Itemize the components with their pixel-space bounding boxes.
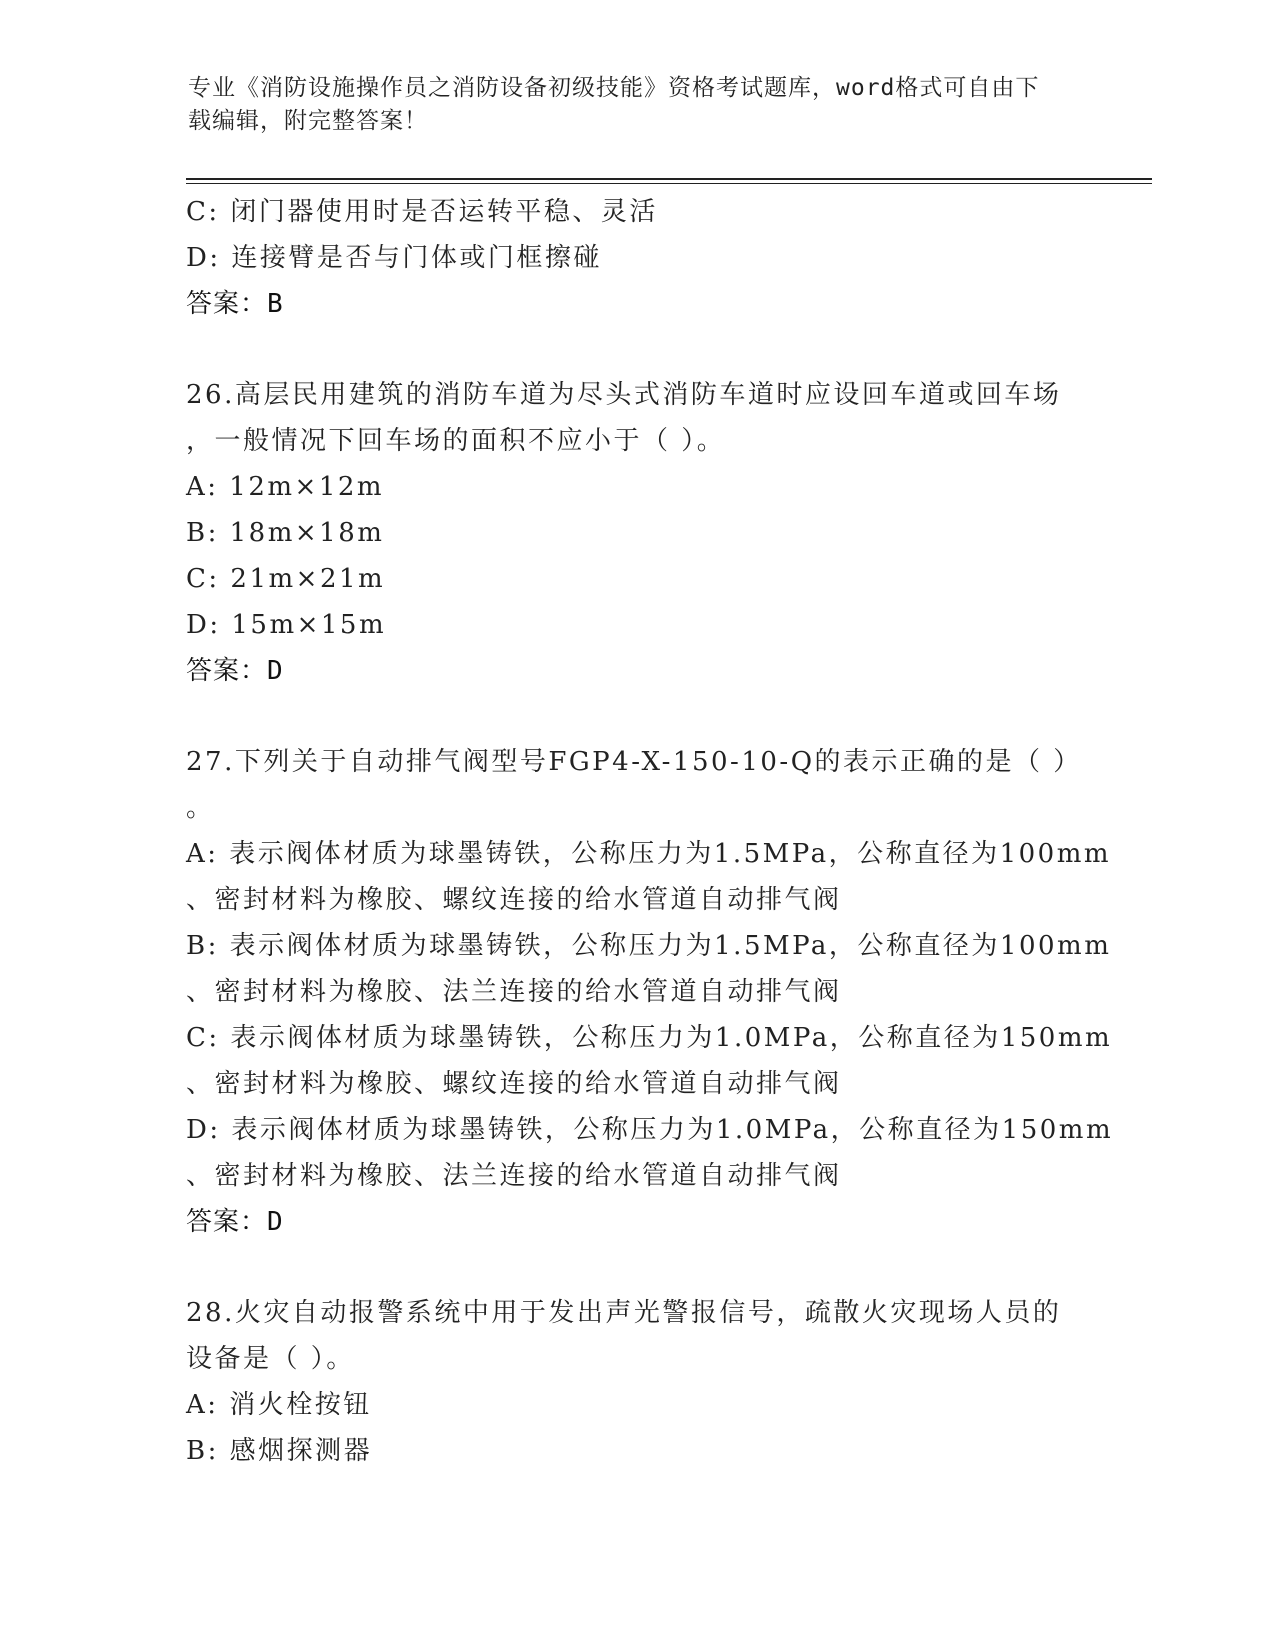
option-d: D: 15m×15m [186,610,387,640]
option-a: A: 12m×12m [186,472,385,502]
answer-line: 答案：B [186,289,284,319]
question-stem-line: 设备是（ ）。 [186,1344,355,1374]
question-stem-line: 26.高层民用建筑的消防车道为尽头式消防车道时应设回车道或回车场 [186,380,1062,410]
question-gap [186,1245,1086,1290]
question-gap [186,694,1086,739]
question-28-stem [186,1290,1066,1382]
document-header [188,72,1088,138]
header-line-1: 专业《消防设施操作员之消防设备初级技能》资格考试题库，word格式可自由下 [188,75,1040,101]
option-c: C: 闭门器使用时是否运转平稳、灵活 [186,197,658,227]
question-content [186,189,1114,1474]
option-b: B: 18m×18m [186,518,385,548]
option-c-continued: 、密封材料为橡胶、螺纹连接的给水管道自动排气阀 [186,1069,842,1099]
option-b: B: 感烟探测器 [186,1436,373,1466]
question-stem-line: 27.下列关于自动排气阀型号FGP4-X-150-10-Q的表示正确的是（ ） [186,747,1082,777]
header-divider-thin [186,183,1152,184]
answer-line: 答案：D [186,656,284,686]
option-b: B: 表示阀体材质为球墨铸铁，公称压力为1.5MPa，公称直径为100mm [186,931,1112,961]
option-d: D: 连接臂是否与门体或门框擦碰 [186,243,602,273]
option-a: A: 消火栓按钮 [186,1390,372,1420]
option-c: C: 表示阀体材质为球墨铸铁，公称压力为1.0MPa，公称直径为150mm [186,1023,1113,1053]
option-a: A: 表示阀体材质为球墨铸铁，公称压力为1.5MPa，公称直径为100mm [186,839,1112,869]
question-27-stem [186,739,1082,831]
question-stem-line: ，一般情况下回车场的面积不应小于（ ）。 [186,426,726,456]
option-b-continued: 、密封材料为橡胶、法兰连接的给水管道自动排气阀 [186,977,842,1007]
question-stem-line: 。 [186,793,215,823]
question-gap [186,327,1086,372]
header-line-2: 载编辑，附完整答案！ [188,108,428,134]
option-c: C: 21m×21m [186,564,386,594]
question-stem-line: 28.火灾自动报警系统中用于发出声光警报信号，疏散火灾现场人员的 [186,1298,1062,1328]
question-26-stem [186,372,1066,464]
option-d-continued: 、密封材料为橡胶、法兰连接的给水管道自动排气阀 [186,1161,842,1191]
option-a-continued: 、密封材料为橡胶、螺纹连接的给水管道自动排气阀 [186,885,842,915]
answer-line: 答案：D [186,1207,284,1237]
option-d: D: 表示阀体材质为球墨铸铁，公称压力为1.0MPa，公称直径为150mm [186,1115,1114,1145]
header-divider-thick [186,178,1152,180]
